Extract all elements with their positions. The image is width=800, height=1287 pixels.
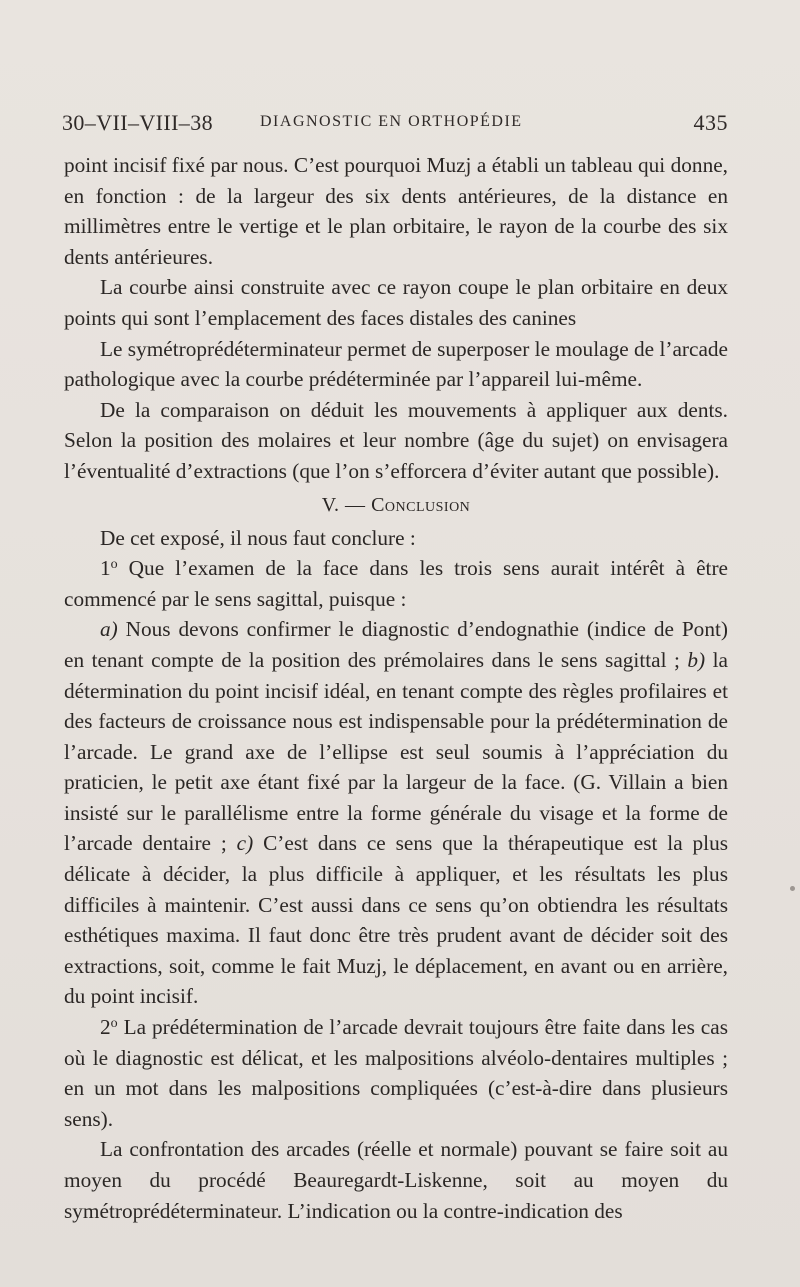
item-c-label: c) (236, 831, 254, 856)
issue-date: 30–VII–VIII–38 (62, 110, 214, 135)
item-a-label: a) (100, 617, 118, 642)
running-head (62, 110, 728, 140)
paragraph-comparaison: De la comparaison on déduit les mouvements à appliquer aux dents. Selon la position des molaires et leur nombre (âge du sujet) on envisagera l’éventualité d’extractions (que l’on s’efforcera d’éviter autant que possible). (64, 397, 728, 483)
point-2-text: La prédétermination de l’arcade devrait toujours être faite dans les cas où le diagnostic est délicat, et les malpositions alvéolo-dentaires multiples ; en un mot dans les malpositions compliquées (c’est-à-dire dans plusieurs sens). (64, 1015, 728, 1131)
point-1-ordinal: o (110, 557, 118, 573)
section-heading (64, 487, 728, 523)
paragraph-courbe: La courbe ainsi construite avec ce rayon coupe le plan orbitaire en deux points qui sont l’emplacement des faces distales des canines (64, 275, 728, 330)
section-title: Conclusion (371, 493, 471, 516)
conclusion-point-1-detail (64, 614, 728, 1012)
page-number: 435 (693, 110, 728, 135)
conclusion-point-2 (64, 1012, 728, 1134)
point-2-number: 2 (100, 1015, 111, 1040)
paragraph-symetropredeterminateur: Le symétroprédéterminateur permet de superposer le moulage de l’arcade pathologique avec la courbe prédéterminée par l’appareil lui-même. (64, 336, 728, 392)
body-text (64, 150, 728, 1226)
section-number: V. — (321, 493, 372, 516)
paragraph-continued: point incisif fixé par nous. C’est pourquoi Muzj a établi un tableau qui donne, en fonction : de la largeur des six dents antérieures, de la distance en millimètres entre le vertige et le plan orbitaire, le rayon de la courbe des six dents antérieures. (64, 153, 728, 269)
scan-speck (790, 886, 795, 891)
item-b-label: b) (687, 647, 706, 672)
point-1-number: 1 (100, 556, 111, 581)
item-c-text: C’est dans ce sens que la thérapeutique est la plus délicate à décider, la plus difficile à appliquer, et les résultats les plus difficiles à maintenir. C’est aussi dans ce sens qu’on obtiendra les résultats esthétiques maxima. Il faut donc être très prudent avant de décider soit des extractions, soit, comme le fait Muzj, le déplacement, en avant ou en arrière, du point incisif. (64, 831, 729, 1009)
item-b-text: la détermination du point incisif idéal, en tenant compte des règles profilaires et des facteurs de croissance nous est indispensable pour la prédétermination de l’arcade. Le grand axe de l’ellipse est seul soumis à l’appréciation du praticien, le petit axe étant fixé par la largeur de la face. (G. Villain a bien insisté sur le parallélisme entre la forme générale du visage et la forme de l’arcade dentaire ; (64, 647, 728, 856)
conclusion-intro: De cet exposé, il nous faut conclure : (100, 525, 416, 550)
point-2-ordinal: o (110, 1016, 118, 1032)
point-1-text: Que l’examen de la face dans les trois sens aurait intérêt à être commencé par le sens sagittal, puisque : (64, 556, 728, 611)
conclusion-point-1 (64, 553, 728, 614)
paragraph-confrontation: La confrontation des arcades (réelle et normale) pouvant se faire soit au moyen du procédé Beauregardt-Liskenne, soit au moyen du symétroprédéterminateur. L’indication ou la contre-indication des (64, 1137, 728, 1223)
item-a-text: Nous devons confirmer le diagnostic d’endognathie (indice de Pont) en tenant compte de la position des prémolaires dans le sens sagittal ; (64, 617, 728, 672)
running-title: DIAGNOSTIC EN ORTHOPÉDIE (260, 113, 523, 130)
